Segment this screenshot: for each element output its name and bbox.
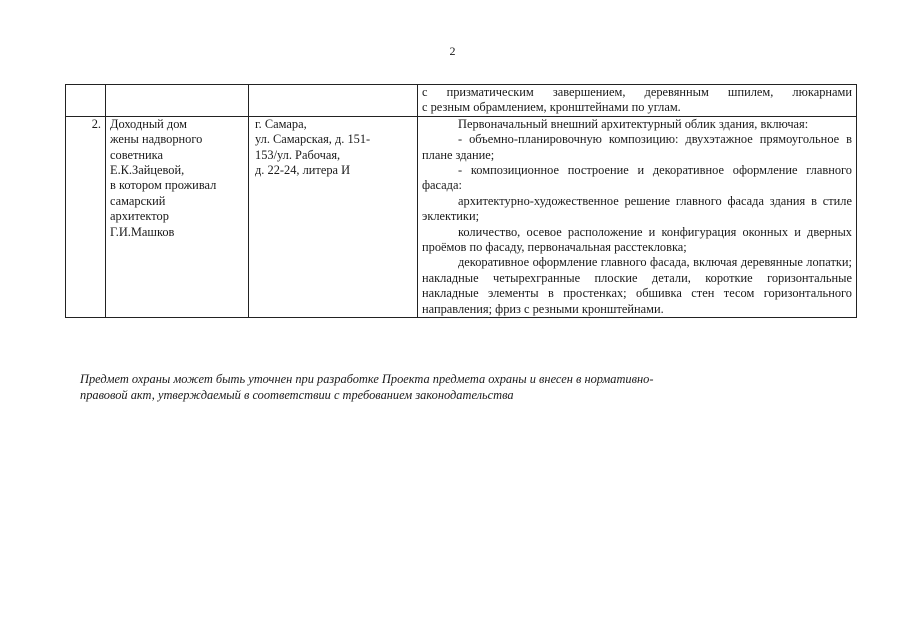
address-cell (249, 116, 418, 317)
footnote-line-2: правовой акт, утверждаемый в соответствии с требованием законодательства (80, 388, 514, 402)
address-line-4: д. 22-24, литера И (255, 163, 351, 178)
table-row-continuation (66, 85, 857, 117)
object-name-line-2: жены надворного (110, 132, 203, 147)
row-number: 2. (66, 116, 106, 317)
object-name-line-3: советника (110, 147, 163, 162)
table-row-2 (66, 116, 857, 317)
description-paragraph-3: - композиционное построение и декоративное оформление главного фасада: (422, 163, 852, 193)
continuation-paragraph (422, 85, 852, 116)
address-cell-empty (249, 85, 418, 117)
footnote (80, 371, 800, 403)
description-paragraph-4: архитектурно-художественное решение главного фасада здания в стиле эклектики; (422, 193, 852, 224)
row-number-cell-empty (66, 85, 106, 117)
footnote-line-1: Предмет охраны может быть уточнен при разработке Проекта предмета охраны и внесен в нормативно- (80, 372, 654, 386)
continuation-line-2: с резным обрамлением, кронштейнами по углам. (422, 100, 681, 115)
protection-subject-cell (418, 116, 857, 317)
description-paragraph-2: - объемно-планировочную композицию: двухэтажное прямоугольное в плане здание; (422, 132, 852, 162)
description-paragraph-6: декоративное оформление главного фасада, включая деревянные лопатки; накладные четырехгранные плоские детали, короткие горизонтальные накладные элементы в простенках; обшивка стен тесом горизонтального направления; фриз с резными кронштейнами. (422, 255, 852, 316)
object-name-cell (106, 116, 249, 317)
page-number: 2 (449, 44, 456, 58)
protection-subject-cell-continuation (418, 85, 857, 117)
address-line-1: г. Самара, (255, 116, 307, 131)
address-line-3: 153/ул. Рабочая, (255, 147, 341, 162)
heritage-object-table (65, 84, 857, 318)
object-name-line-5: в котором проживал (110, 178, 217, 193)
object-name-line-1: Доходный дом (110, 116, 187, 131)
continuation-line-1: с призматическим завершением, деревянным шпилем, люкарнами (422, 85, 852, 99)
object-name-line-8: Г.И.Машков (110, 224, 175, 239)
object-name-line-6: самарский (110, 193, 166, 208)
object-name-cell-empty (106, 85, 249, 117)
description-paragraph-1: Первоначальный внешний архитектурный облик здания, включая: (458, 116, 809, 131)
object-name-line-7: архитектор (110, 209, 169, 224)
object-name-line-4: Е.К.Зайцевой, (110, 163, 185, 178)
address-line-2: ул. Самарская, д. 151- (255, 132, 371, 147)
description-paragraph-5: количество, осевое расположение и конфигурация оконных и дверных проёмов по фасаду, первоначальная расстекловка; (422, 224, 852, 255)
